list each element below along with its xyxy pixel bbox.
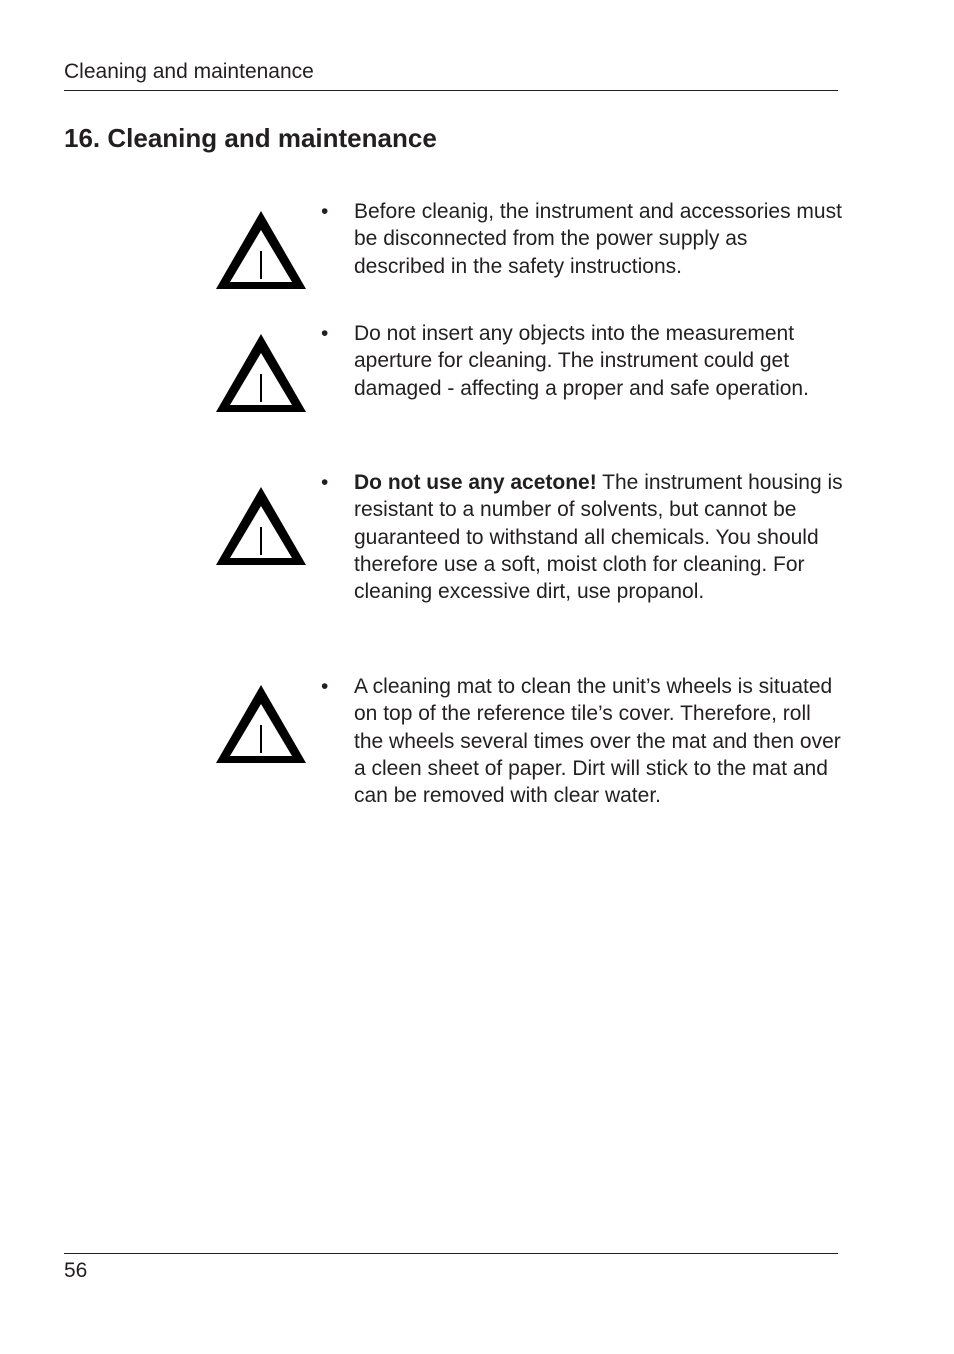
bullet-marker: • xyxy=(321,675,329,698)
warning-text xyxy=(354,469,844,605)
warning-text xyxy=(354,673,844,809)
warning-text-body: A cleaning mat to clean the unit’s wheels is situated on top of the reference tile’s cover. Therefore, roll the wheels several times over the mat and then over a cleen sheet of paper. Dirt will stick to the mat and can be removed with clear water. xyxy=(354,675,841,808)
warning-triangle-icon xyxy=(213,682,309,766)
warning-text-body: Before cleanig, the instrument and accessories must be disconnected from the power supply as described in the safety instructions. xyxy=(354,200,842,278)
warning-triangle-icon xyxy=(213,484,309,568)
warning-text xyxy=(354,198,844,280)
warning-emphasis: Do not use any acetone! xyxy=(354,471,597,494)
warning-text-body: The instrument housing is resistant to a number of solvents, but cannot be guaranteed to withstand all chemicals. You should therefore use a soft, moist cloth for cleaning. For cleaning excessive dirt, use propanol. xyxy=(354,471,843,604)
header-divider xyxy=(64,90,838,91)
bullet-marker: • xyxy=(321,200,329,223)
page-number: 56 xyxy=(64,1259,88,1282)
warning-triangle-icon xyxy=(213,331,309,415)
warning-text-body: Do not insert any objects into the measurement aperture for cleaning. The instrument could get damaged - affecting a proper and safe operation. xyxy=(354,322,809,400)
warning-text xyxy=(354,320,844,402)
bullet-marker: • xyxy=(321,471,329,494)
running-header: Cleaning and maintenance xyxy=(64,60,314,83)
bullet-marker: • xyxy=(321,322,329,345)
section-title: 16. Cleaning and maintenance xyxy=(64,123,437,153)
warning-triangle-icon xyxy=(213,208,309,292)
footer-divider xyxy=(64,1253,838,1254)
